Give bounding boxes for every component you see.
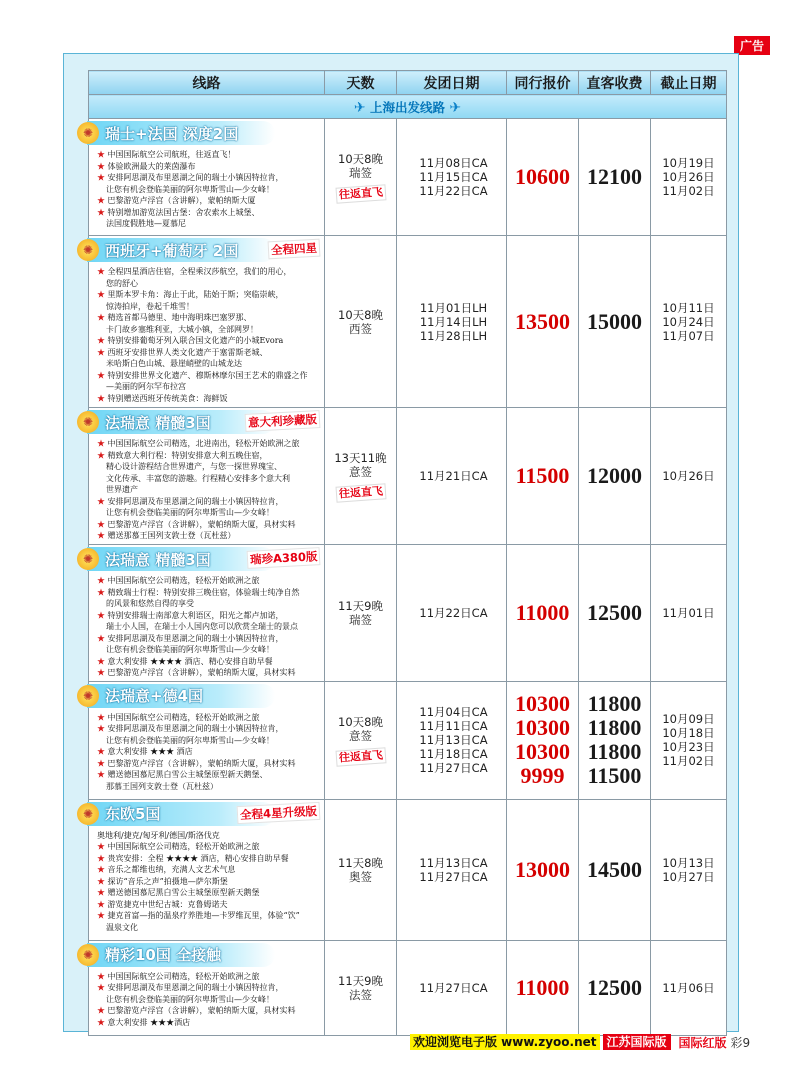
deadline-cell (651, 119, 727, 236)
route-name: 法瑞意 精髓3国 (105, 413, 211, 432)
departure-date: 11月14日LH (419, 314, 488, 329)
route-highlights (97, 712, 322, 793)
deadline-cell (651, 799, 727, 940)
highlight-item: ★ 中国国际航空公司航班，往返直飞！ (97, 149, 322, 161)
highlight-item: ★ 特别增加游览法国古堡：舍农索水上城堡、 (97, 207, 322, 219)
retail-price: 11800 (587, 691, 642, 716)
route-name: 瑞士+法国 深度2国 (105, 124, 239, 143)
route-row (89, 940, 727, 1035)
retail-price-cell (579, 940, 651, 1035)
deadline-cell (651, 940, 727, 1035)
route-cell (82, 799, 325, 940)
route-highlights (97, 266, 322, 404)
retail-price: 11800 (587, 715, 642, 740)
departure-date: 11月08日CA (419, 156, 488, 170)
highlight-item: 法国度假胜地—夏慕尼 (106, 219, 186, 228)
route-cell (82, 940, 325, 1035)
deadline-cell (651, 545, 727, 682)
footer-page-number: 彩9 (730, 1035, 751, 1050)
trip-duration: 10天8晚 (338, 715, 383, 729)
highlight-item: ★ 中国国际航空公司精选，轻松开始欧洲之旅 (97, 841, 322, 853)
deadline-date: 10月27日 (662, 869, 715, 884)
highlight-item: 让您有机会登临美丽的阿尔卑斯雪山—少女峰！ (106, 184, 274, 194)
departure-date: 11月13日CA (419, 733, 488, 747)
route-cell (82, 236, 325, 408)
trade-price: 13000 (515, 856, 570, 882)
highlight-item: ★ 中国国际航空公司精选，轻松开始欧洲之旅 (97, 971, 322, 983)
departure-date: 11月22日CA (419, 184, 488, 198)
highlight-item: ★ 意大利安排 ★★★ 酒店 (97, 746, 322, 758)
highlight-item: ★ 特别安排世界文化遗产、穆斯林摩尔国王艺术的鼎盛之作 (97, 370, 322, 382)
sun-badge-icon: ✺ (77, 122, 99, 144)
retail-price-cell (579, 681, 651, 799)
highlight-item: ★ 安排阿思湖及布里恩湖之间的瑞士小镇因特拉肯， (97, 172, 322, 184)
deadline-date: 11月02日 (662, 184, 715, 198)
highlight-item: 让您有机会登临美丽的阿尔卑斯雪山—少女峰！ (106, 735, 274, 745)
retail-price: 12100 (587, 164, 642, 189)
highlight-item: ★ 巴黎游览卢浮宫（含讲解），蒙帕纳斯大厦，具材实料 (97, 667, 322, 679)
highlight-item: ★ 捷克首富—指的温泉疗养胜地—卡罗维瓦里，体验“饮” (97, 910, 322, 922)
trade-price-cell (507, 799, 579, 940)
highlight-item: ★ 巴黎游览卢浮宫（含讲解），蒙帕纳斯大厦 (97, 195, 322, 207)
deadline-cell (651, 681, 727, 799)
highlight-item: ★ 赠送那慕王国列支敦士登（瓦杜兹） (97, 530, 322, 542)
retail-price: 12000 (587, 463, 642, 488)
deadline-date: 10月13日 (662, 855, 715, 870)
footer-version: 国际红版 (678, 1035, 727, 1050)
departure-date: 11月22日CA (419, 605, 488, 620)
highlight-item: ★ 特别赠送西班牙传统美食：海鲜饭 (97, 393, 322, 405)
days-cell (325, 408, 397, 545)
col-trade-price: 同行报价 (507, 71, 579, 95)
days-cell (325, 681, 397, 799)
highlight-item: ★ 精致瑞士行程：特别安排三晚住宿，体验瑞士纯净自然 (97, 587, 322, 599)
deadline-date: 11月02日 (662, 754, 715, 768)
highlight-item: ★ 赠送德国慕尼黑白雪公主城堡原型新天鹅堡、 (97, 769, 322, 781)
highlight-item: —美丽的阿尔罕布拉宫 (106, 382, 186, 391)
sun-badge-icon: ✺ (77, 685, 99, 707)
trade-price-cell (507, 408, 579, 545)
visa-type: 意签 (349, 465, 372, 479)
highlight-item: ★ 安排阿思湖及布里恩湖之间的瑞士小镇因特拉肯， (97, 982, 322, 994)
deadline-date: 10月24日 (662, 314, 715, 329)
highlight-item: 瑞士小人国，在瑞士小人国内您可以欣赏全瑞士的景点 (106, 622, 298, 631)
highlight-item: 让您有机会登临美丽的阿尔卑斯雪山—少女峰！ (106, 508, 274, 517)
highlight-item: ★ 意大利安排 ★★★酒店 (97, 1017, 322, 1029)
route-name: 法瑞意 精髓3国 (105, 550, 211, 569)
deadline-cell (651, 236, 727, 408)
visa-type: 法签 (349, 987, 372, 1002)
sun-badge-icon: ✺ (77, 944, 99, 966)
deadline-date: 10月09日 (662, 712, 715, 726)
highlight-item: 米哈斯白色山城、悬崖峭壁的山城龙达 (106, 359, 242, 368)
highlight-item: ★ 全程四星酒店住宿，全程乘汉莎航空，我们的用心， (97, 266, 322, 278)
trade-price: 10300 (515, 739, 570, 764)
route-tag: 全程四星 (268, 239, 321, 260)
departure-dates-cell (397, 545, 507, 682)
deadline-cell (651, 408, 727, 545)
subheader-row (89, 95, 727, 119)
highlight-item: ★ 安排阿思湖及布里恩湖之间的瑞士小镇因特拉肯， (97, 723, 322, 735)
plane-icon: ✈ (353, 99, 366, 116)
highlight-item: ★ 探访“音乐之声”拍摄地—萨尔斯堡 (97, 876, 322, 888)
route-cell (82, 681, 325, 799)
highlight-item: 世界遗产 (106, 485, 138, 494)
retail-price: 14500 (587, 856, 642, 882)
deadline-date: 10月26日 (662, 469, 715, 483)
highlight-item: ★ 中国国际航空公司精选，北进南出，轻松开始欧洲之旅 (97, 438, 322, 450)
highlight-item: ★ 游览捷克中世纪古城：克鲁姆诺夫 (97, 899, 322, 911)
route-row (89, 799, 727, 940)
retail-price: 12500 (587, 974, 642, 1000)
direct-flight-label: 往返直飞 (335, 747, 386, 766)
routes-table (82, 70, 727, 1036)
trade-price: 11000 (515, 974, 570, 1000)
route-row (89, 681, 727, 799)
highlight-item: 卡门故乡塞维利亚，大城小镇，全部网罗！ (106, 324, 258, 334)
departure-date: 11月27日CA (419, 980, 488, 995)
route-cell (82, 408, 325, 545)
departure-dates-cell (397, 799, 507, 940)
highlight-item: 让您有机会登临美丽的阿尔卑斯雪山—少女峰！ (106, 645, 274, 654)
departure-dates-cell (397, 119, 507, 236)
highlight-item: ★ 精选首都马德里、地中海明珠巴塞罗那、 (97, 312, 322, 324)
route-tag: 全程4星升级版 (237, 801, 321, 823)
trip-duration: 11天9晚 (338, 973, 383, 988)
retail-price-cell (579, 408, 651, 545)
deadline-date: 10月19日 (662, 156, 715, 170)
route-tag: 意大利珍藏版 (245, 410, 321, 432)
highlight-item: 温泉文化 (106, 922, 138, 932)
footer-edition-badge: 江苏国际版 (603, 1034, 671, 1050)
route-name: 精彩10国 全接触 (105, 946, 222, 964)
trade-price: 10300 (515, 715, 570, 740)
departure-dates-cell (397, 236, 507, 408)
route-title[interactable] (82, 943, 275, 967)
days-cell (325, 940, 397, 1035)
highlight-item: ★ 意大利安排 ★★★★ 酒店、精心安排自助早餐 (97, 656, 322, 668)
route-name: 西班牙+葡萄牙 2国 (105, 241, 239, 260)
departure-dates-cell (397, 940, 507, 1035)
visa-type: 奥签 (349, 869, 372, 884)
departure-date: 11月21日CA (419, 469, 488, 483)
col-days: 天数 (325, 71, 397, 95)
highlight-item: 那慕王国列支敦士登（瓦杜兹） (106, 781, 218, 791)
highlight-item: ★ 赠送德国慕尼黑白雪公主城堡原型新天鹅堡 (97, 887, 322, 899)
retail-price-cell (579, 119, 651, 236)
route-name: 法瑞意+德4国 (105, 687, 204, 705)
days-cell (325, 799, 397, 940)
trade-price: 11000 (515, 599, 570, 625)
departure-date: 11月18日CA (419, 747, 488, 761)
trade-price: 9999 (520, 763, 565, 788)
retail-price-cell (579, 799, 651, 940)
trip-duration: 11天8晚 (338, 855, 383, 870)
deadline-date: 11月06日 (662, 980, 715, 995)
deadline-date: 10月11日 (662, 300, 715, 315)
departure-date: 11月04日CA (419, 705, 488, 719)
sun-badge-icon: ✺ (77, 411, 99, 433)
trade-price-cell (507, 545, 579, 682)
visa-type: 意签 (349, 729, 372, 743)
highlight-item: ★ 安排阿思湖及布里恩湖之间的瑞士小镇因特拉肯， (97, 496, 322, 508)
highlight-item: ★ 巴黎游览卢浮宫（含讲解），蒙帕纳斯大厦，具材实料 (97, 1005, 322, 1017)
route-name: 东欧5国 (105, 805, 161, 823)
visa-type: 瑞签 (349, 166, 372, 180)
col-retail-price: 直客收费 (579, 71, 651, 95)
route-title[interactable] (82, 238, 275, 262)
departure-date: 11月15日CA (419, 170, 488, 184)
highlight-item: ★ 特别安排瑞士南部意大利语区，阳光之都卢加诺， (97, 610, 322, 622)
visa-type: 瑞签 (349, 612, 372, 627)
route-row (89, 408, 727, 545)
trip-duration: 10天8晚 (338, 307, 383, 322)
route-title[interactable] (82, 684, 275, 708)
trade-price-cell (507, 119, 579, 236)
departure-date: 11月27日CA (419, 869, 488, 884)
deadline-date: 10月26日 (662, 170, 715, 184)
highlight-item: 精心设计游程结合世界遗产，与您一探世界瑰宝、 (106, 462, 282, 471)
highlight-item: 惊涛拍岸，卷起千堆雪！ (106, 301, 194, 311)
sun-badge-icon: ✺ (77, 803, 99, 825)
trip-duration: 13天11晚 (334, 451, 387, 465)
highlight-item: ★ 贵宾安排：全程 ★★★★ 酒店，精心安排自助早餐 (97, 853, 322, 865)
sun-badge-icon: ✺ (77, 239, 99, 261)
highlight-item: ★ 巴黎游览卢浮宫（含讲解），蒙帕纳斯大厦，具材实料 (97, 758, 322, 770)
departure-dates-cell (397, 408, 507, 545)
trade-price-cell (507, 681, 579, 799)
route-highlights (97, 575, 322, 679)
highlight-item: ★ 巴黎游览卢浮宫（含讲解），蒙帕纳斯大厦，具材实料 (97, 519, 322, 531)
route-cell (82, 545, 325, 682)
deadline-date: 10月23日 (662, 740, 715, 754)
days-cell (325, 545, 397, 682)
highlight-item: ★ 西班牙安排世界人类文化遗产于塞雷斯老城、 (97, 347, 322, 359)
retail-price: 12500 (587, 599, 642, 625)
route-cell (82, 119, 325, 236)
highlight-item: 奥地利/捷克/匈牙利/德国/斯洛伐克 (97, 830, 220, 840)
trade-price: 13500 (515, 308, 570, 334)
trip-duration: 10天8晚 (338, 152, 383, 166)
highlight-item: ★ 里斯本罗卡角：海止于此，陆始于斯；突临崇峡， (97, 289, 322, 301)
route-row (89, 545, 727, 682)
direct-flight-label: 往返直飞 (335, 483, 386, 502)
highlight-item: 您的舒心 (106, 278, 138, 288)
col-depart: 发团日期 (397, 71, 507, 95)
highlight-item: ★ 中国国际航空公司精选，轻松开始欧洲之旅 (97, 712, 322, 724)
deadline-date: 10月18日 (662, 726, 715, 740)
trade-price: 11500 (515, 463, 570, 488)
deadline-date: 11月01日 (662, 605, 715, 620)
table-header (89, 71, 727, 95)
highlight-item: ★ 安排阿思湖及布里恩湖之间的瑞士小镇因特拉肯， (97, 633, 322, 645)
retail-price-cell (579, 236, 651, 408)
col-deadline: 截止日期 (651, 71, 727, 95)
highlight-item: ★ 体验欧洲最大的莱茵瀑布 (97, 161, 322, 173)
footer (410, 1034, 750, 1050)
route-highlights (97, 830, 322, 934)
route-tag: 瑞珍A380版 (246, 547, 320, 569)
direct-flight-label: 往返直飞 (335, 184, 386, 203)
highlight-item: ★ 中国国际航空公司精选，轻松开始欧洲之旅 (97, 575, 322, 587)
departure-date: 11月28日LH (419, 328, 488, 343)
deadline-date: 11月07日 (662, 328, 715, 343)
route-row (89, 119, 727, 236)
highlight-item: ★ 精致意大利行程：特别安排意大利五晚住宿， (97, 450, 322, 462)
days-cell (325, 119, 397, 236)
plane-icon: ✈ (449, 99, 462, 116)
highlight-item: 文化传承、丰富您的游趣。行程精心安排多个意大利 (106, 473, 290, 483)
trade-price-cell (507, 940, 579, 1035)
highlight-item: ★ 音乐之都维也纳，充满人文艺术气息 (97, 864, 322, 876)
trip-duration: 11天9晚 (338, 598, 383, 613)
route-title[interactable] (82, 121, 275, 145)
departure-dates-cell (397, 681, 507, 799)
route-row (89, 236, 727, 408)
route-highlights (97, 971, 322, 1029)
departure-date: 11月13日CA (419, 855, 488, 870)
retail-price: 11800 (587, 739, 642, 764)
retail-price: 11500 (587, 763, 642, 788)
footer-welcome-link[interactable]: 欢迎浏览电子版 www.zyoo.net (410, 1034, 600, 1050)
visa-type: 西签 (349, 321, 372, 336)
route-highlights (97, 149, 322, 230)
subheader-label: 上海出发线路 (369, 99, 445, 115)
departure-date: 11月01日LH (419, 300, 488, 315)
highlight-item: 让您有机会登临美丽的阿尔卑斯雪山—少女峰！ (106, 994, 274, 1004)
route-highlights (97, 438, 322, 542)
trade-price: 10300 (515, 691, 570, 716)
col-route: 线路 (89, 71, 325, 95)
retail-price: 15000 (587, 308, 642, 334)
sun-badge-icon: ✺ (77, 548, 99, 570)
retail-price-cell (579, 545, 651, 682)
trade-price-cell (507, 236, 579, 408)
highlight-item: ★ 特别安排葡萄牙列入联合国文化遗产的小城Evora (97, 335, 322, 347)
trade-price: 10600 (515, 164, 570, 189)
days-cell (325, 236, 397, 408)
departure-date: 11月11日CA (419, 719, 488, 733)
highlight-item: 的风景和悠然自得的享受 (106, 599, 194, 608)
ad-tag: 广告 (734, 36, 770, 55)
departure-date: 11月27日CA (419, 761, 488, 775)
